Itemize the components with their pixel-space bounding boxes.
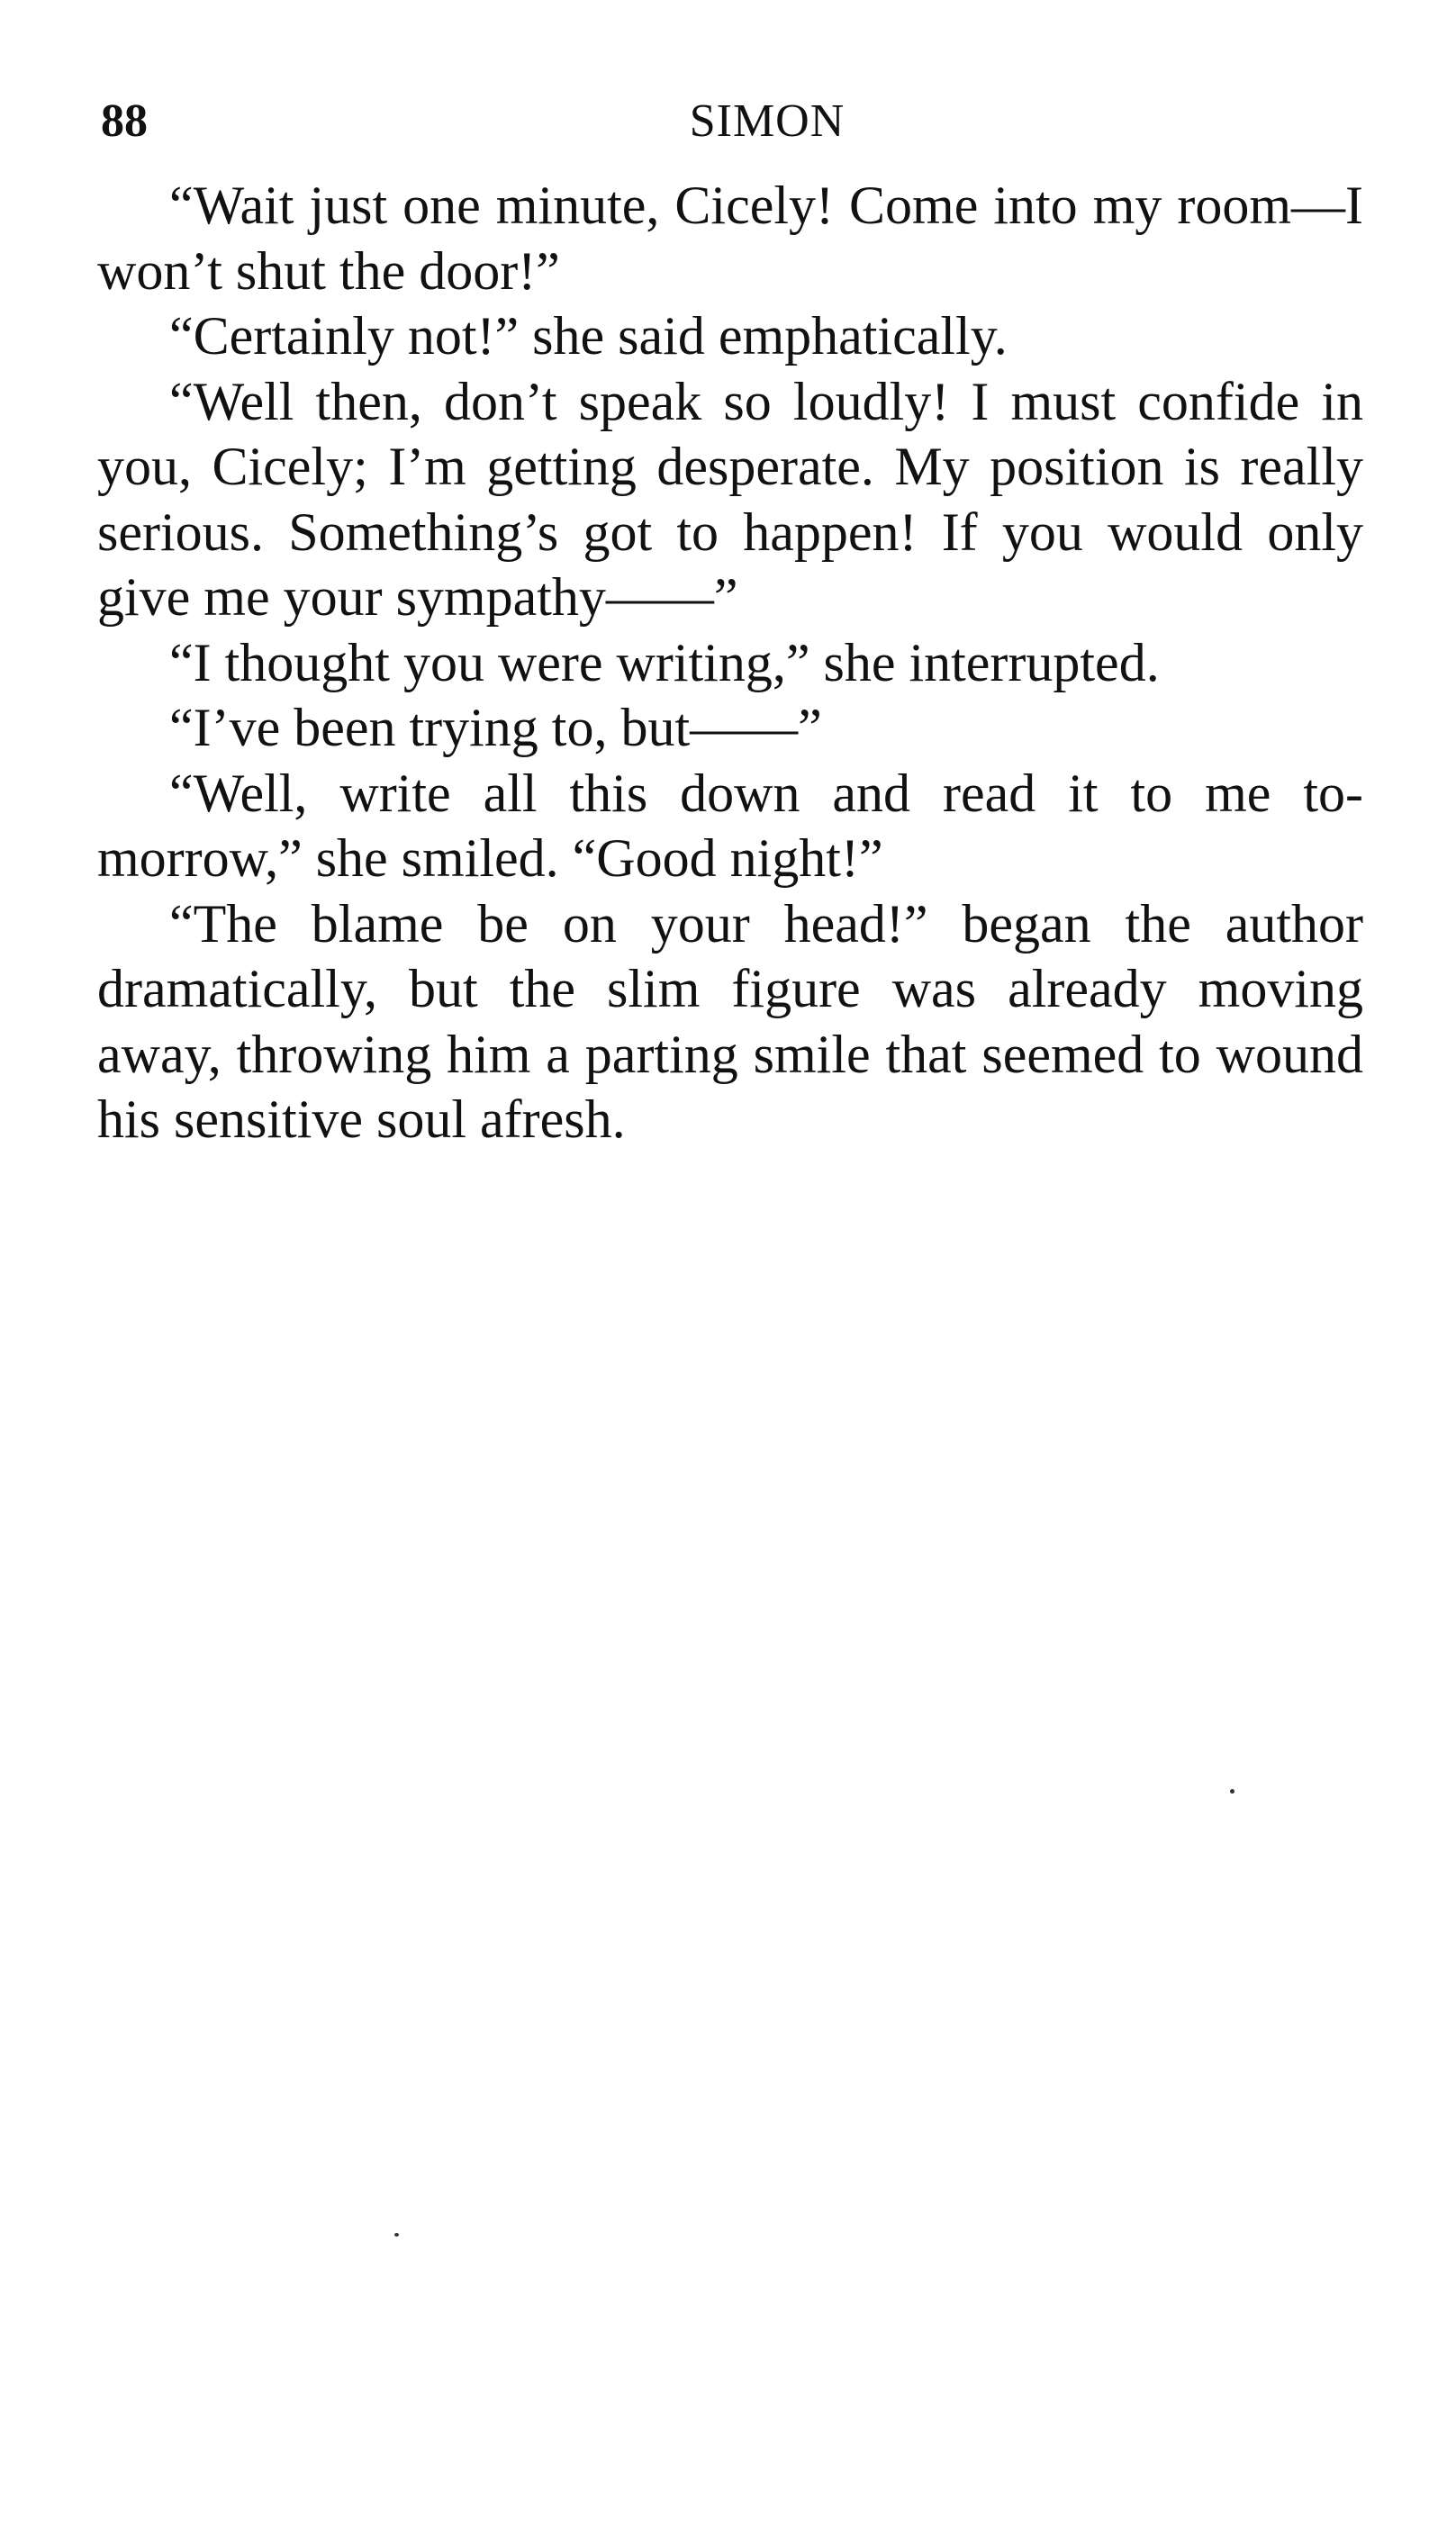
paragraph: “Certainly not!” she said emphatically. [169, 306, 1008, 366]
paragraph: “Well then, don’t speak so loudly! I must confide in you, Cicely; I’m getting desperate. My position is really serious. Something’s got to happen! If you would only give me your sympathy——” [97, 371, 1363, 627]
body-text [97, 173, 1363, 1152]
paragraph: “The blame be on your head!” began the author dramatically, but the slim figure was already moving away, throwing him a parting smile that seemed to wound his sensitive soul afresh. [97, 893, 1363, 1149]
paragraph: “Well, write all this down and read it to me to-morrow,” she smiled. “Good night!” [97, 763, 1363, 888]
paragraph: “Wait just one minute, Cicely! Come into my room—I won’t shut the door!” [97, 176, 1363, 301]
paragraph: “I’ve been trying to, but——” [169, 698, 822, 757]
page-number: 88 [101, 95, 148, 147]
scan-speck [1230, 1789, 1234, 1794]
scan-speck [394, 2233, 399, 2237]
running-title: SIMON [689, 95, 846, 147]
running-head [101, 86, 1361, 158]
paragraph: “I thought you were writing,” she interrupted. [169, 632, 1160, 692]
